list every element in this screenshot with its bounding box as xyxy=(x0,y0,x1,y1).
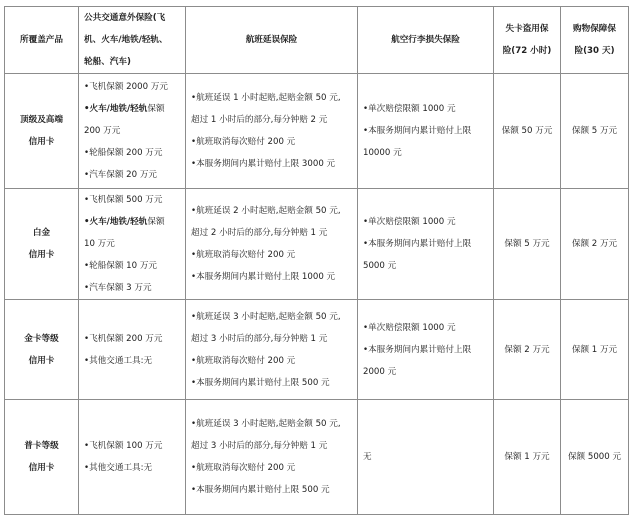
transit-label-rest: 保额 xyxy=(147,217,165,227)
baggage-cell xyxy=(358,400,494,515)
product-name: 白金 xyxy=(32,228,51,238)
product-name: 普卡等级 xyxy=(24,441,59,451)
baggage-cell xyxy=(358,189,494,300)
delay-line: 超过 3 小时后的部分,每分钟赔 1 元 xyxy=(191,333,328,344)
header-baggage: 航空行李损失保险 xyxy=(358,7,494,74)
baggage-line: 10000 元 xyxy=(363,148,402,158)
product-cell xyxy=(5,400,79,515)
transit-line xyxy=(84,98,180,120)
transit-bold-label: •火车/地铁/轻轨 xyxy=(84,104,148,114)
card-loss-cell: 保额 5 万元 xyxy=(494,189,561,300)
transit-line: •其他交通工具:无 xyxy=(84,463,153,473)
delay-line: •本服务期间内累计赔付上限 500 元 xyxy=(191,485,330,495)
transit-line: 10 万元 xyxy=(84,239,115,249)
table-row xyxy=(5,74,629,189)
delay-line: •航班取消每次赔付 200 元 xyxy=(191,355,296,366)
delay-line: 超过 3 小时后的部分,每分钟赔 1 元 xyxy=(191,441,328,451)
delay-line: •航班取消每次赔付 200 元 xyxy=(191,137,296,147)
transit-line: •飞机保额 200 万元 xyxy=(84,333,163,344)
header-shopping-line1: 购物保障保 xyxy=(573,24,616,34)
header-shopping-line2: 险(30 天) xyxy=(574,46,615,56)
table-row xyxy=(5,300,629,400)
baggage-cell xyxy=(358,74,494,189)
delay-line: •航班延误 1 小时起赔,起赔金额 50 元, xyxy=(191,93,341,103)
product-name: 顶级及高端 xyxy=(20,115,63,125)
product-cell xyxy=(5,74,79,189)
shopping-cell: 保额 1 万元 xyxy=(561,300,629,400)
product-type: 信用卡 xyxy=(28,137,55,147)
delay-cell xyxy=(186,189,358,300)
delay-line: 超过 1 小时后的部分,每分钟赔 2 元 xyxy=(191,115,328,125)
insurance-comparison-table xyxy=(4,6,629,515)
baggage-cell xyxy=(358,300,494,400)
card-loss-cell: 保额 50 万元 xyxy=(494,74,561,189)
delay-line: •航班取消每次赔付 200 元 xyxy=(191,463,296,473)
delay-line: 超过 2 小时后的部分,每分钟赔 1 元 xyxy=(191,228,328,238)
delay-line: •本服务期间内累计赔付上限 500 元 xyxy=(191,377,330,388)
transit-label-rest: 保额 xyxy=(147,104,165,114)
product-type: 信用卡 xyxy=(28,250,55,260)
header-delay: 航班延误保险 xyxy=(186,7,358,74)
card-loss-cell: 保额 1 万元 xyxy=(494,400,561,515)
delay-cell xyxy=(186,400,358,515)
transit-bold-label: •火车/地铁/轻轨 xyxy=(84,217,148,227)
header-product: 所覆盖产品 xyxy=(5,7,79,74)
product-cell xyxy=(5,300,79,400)
header-card-loss-line2: 险(72 小时) xyxy=(502,46,552,56)
shopping-cell: 保额 5 万元 xyxy=(561,74,629,189)
transit-line: 200 万元 xyxy=(84,126,121,136)
header-row xyxy=(5,7,629,74)
header-transit-line2: 机、火车/地铁/轻轨、 xyxy=(84,35,168,45)
product-type: 信用卡 xyxy=(28,355,55,366)
transit-cell xyxy=(79,189,186,300)
delay-line: •航班延误 3 小时起赔,起赔金额 50 元, xyxy=(191,419,341,429)
header-transit-line3: 轮船、汽车) xyxy=(84,57,131,67)
header-card-loss xyxy=(494,7,561,74)
product-name: 金卡等级 xyxy=(24,333,59,344)
baggage-line: •单次赔偿限额 1000 元 xyxy=(363,322,456,333)
table-row xyxy=(5,189,629,300)
baggage-line: •单次赔偿限额 1000 元 xyxy=(363,104,456,114)
baggage-line: •本服务期间内累计赔付上限 xyxy=(363,344,472,355)
transit-cell xyxy=(79,300,186,400)
product-cell xyxy=(5,189,79,300)
delay-cell xyxy=(186,74,358,189)
transit-line xyxy=(84,211,180,233)
table-row xyxy=(5,400,629,515)
transit-line: •飞机保额 100 万元 xyxy=(84,441,163,451)
delay-line: •航班取消每次赔付 200 元 xyxy=(191,250,296,260)
transit-line: •飞机保额 2000 万元 xyxy=(84,82,168,92)
transit-cell xyxy=(79,74,186,189)
shopping-cell: 保额 2 万元 xyxy=(561,189,629,300)
header-shopping xyxy=(561,7,629,74)
transit-line: •其他交通工具:无 xyxy=(84,355,153,366)
baggage-line: •单次赔偿限额 1000 元 xyxy=(363,217,456,227)
delay-line: •本服务期间内累计赔付上限 1000 元 xyxy=(191,272,336,282)
baggage-line: •本服务期间内累计赔付上限 xyxy=(363,126,472,136)
transit-line: •汽车保额 3 万元 xyxy=(84,283,152,293)
transit-cell xyxy=(79,400,186,515)
transit-line: •汽车保额 20 万元 xyxy=(84,170,158,180)
transit-line: •轮船保额 10 万元 xyxy=(84,261,158,271)
baggage-line: 5000 元 xyxy=(363,261,397,271)
delay-line: •航班延误 3 小时起赔,起赔金额 50 元, xyxy=(191,311,341,322)
transit-line: •飞机保额 500 万元 xyxy=(84,195,163,205)
delay-line: •本服务期间内累计赔付上限 3000 元 xyxy=(191,159,336,169)
delay-line: •航班延误 2 小时起赔,起赔金额 50 元, xyxy=(191,206,341,216)
header-transit-line1: 公共交通意外保险(飞 xyxy=(84,13,166,23)
shopping-cell: 保额 5000 元 xyxy=(561,400,629,515)
card-loss-cell: 保额 2 万元 xyxy=(494,300,561,400)
header-card-loss-line1: 失卡盗用保 xyxy=(505,24,549,34)
transit-line: •轮船保额 200 万元 xyxy=(84,148,163,158)
header-transit xyxy=(79,7,186,74)
product-type: 信用卡 xyxy=(28,463,55,473)
baggage-line: 无 xyxy=(363,452,372,462)
baggage-line: •本服务期间内累计赔付上限 xyxy=(363,239,472,249)
delay-cell xyxy=(186,300,358,400)
baggage-line: 2000 元 xyxy=(363,366,397,377)
